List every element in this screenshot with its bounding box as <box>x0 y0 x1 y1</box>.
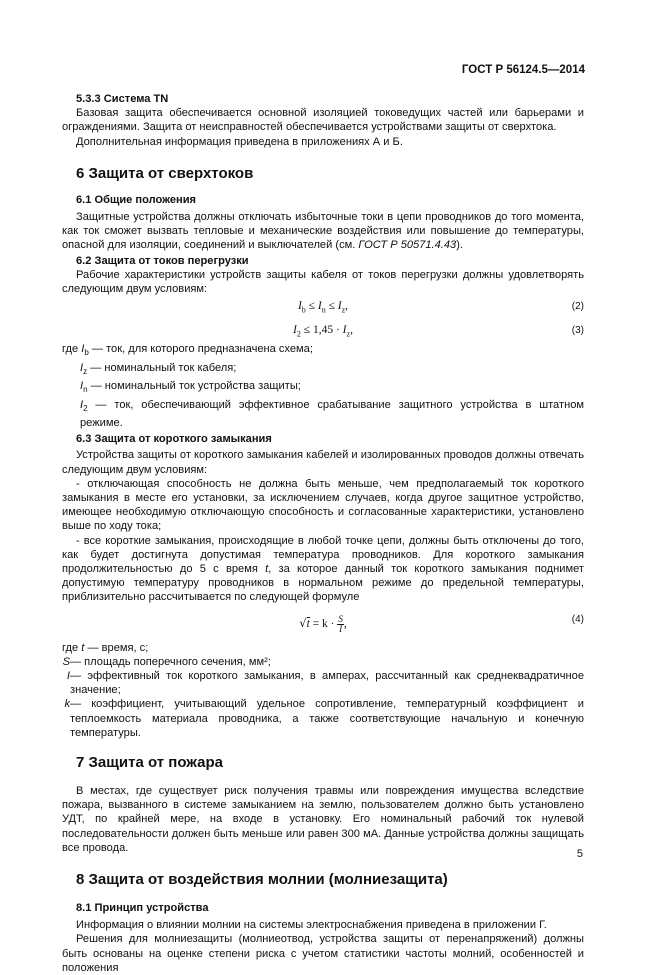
formula-4-lhs: t <box>306 617 310 630</box>
formula-2-number: (2) <box>571 301 584 313</box>
text-span: ). <box>456 239 464 252</box>
formula-3 <box>62 322 584 340</box>
where-item <box>62 697 584 740</box>
where-symbol <box>62 669 70 683</box>
formula-4-number: (4) <box>571 613 584 625</box>
page-number: 5 <box>576 848 583 860</box>
where-item: $I_n$ — номинальный ток устройства защиты; <box>80 380 301 395</box>
document-body <box>62 92 584 975</box>
where-item <box>62 641 584 655</box>
subsection-8-1-title: 8.1 Принцип устройства <box>76 902 209 914</box>
where-item <box>62 655 584 669</box>
section-7-title: 7 Защита от пожара <box>76 753 223 771</box>
where-definition: — эффективный ток короткого замыкания, в амперах, рассчитанный как среднеквадратичное значение; <box>70 669 584 697</box>
subsection-6-2-title: 6.2 Защита от токов перегрузки <box>76 254 249 267</box>
where-definition: — ток, обеспечивающий эффективное срабатывание защитного устройства в штатном режиме. <box>80 398 584 429</box>
where-list-1 <box>62 342 584 430</box>
where-item: где $I_b$ — ток, для которого предназначена схема; <box>62 343 313 358</box>
subsection-6-1-title: 6.1 Общие положения <box>76 193 197 206</box>
where-symbol <box>62 697 70 711</box>
fraction-numerator: S <box>338 613 343 624</box>
where-definition: — площадь поперечного сечения, мм²; <box>70 655 271 668</box>
paragraph: Рабочие характеристики устройств защиты кабеля от токов перегрузки должны удовлетворять следующим двум условиям: <box>62 268 584 296</box>
variable: t <box>265 562 269 575</box>
formula-2 <box>62 298 584 316</box>
subsection-6-3-title: 6.3 Защита от короткого замыкания <box>76 433 272 446</box>
where-definition: — ток, для которого предназначена схема; <box>88 343 313 356</box>
paragraph: Базовая защита обеспечивается основной изоляцией токоведущих частей или барьерами и ограждениями. Защита от неисправностей обеспечивается устройствами защиты от сверхтока. <box>62 107 584 134</box>
list-item: - отключающая способность не должна быть меньше, чем предполагаемый ток короткого замыкания в месте его установки, за исключением случаев, когда другое защитное устройство, имеющее необходимую отключающую способность и согласованные характеристики, установлено выше по ходу тока; <box>62 477 584 533</box>
formula-3-expression: $I_2 \le 1,45 \cdot I_z$, <box>293 324 353 339</box>
text-span: - все короткие замыкания, происходящие в любой точке цепи, должны быть отключены до того, как будет достигнута допустимая температура проводников. Для короткого замыкания продолжительностью до 5 с время <box>62 534 584 575</box>
formula-2-expression: $I_b \le I_n \le I_z$, <box>297 300 349 315</box>
formula-3-number: (3) <box>571 325 584 337</box>
formula-4-operator: = k · <box>309 617 338 630</box>
paragraph: В местах, где существует риск получения травмы или повреждения имущества вследствие пожара, вызванного в системе замыканием на землю, пользователем должно быть установлено УДТ, по крайней мере, на входе в установку. Его номинальный рабочий ток нулевой последовательности должен быть меньше или равен 300 мА. Данные устройства должны защищать все провода. <box>62 784 584 854</box>
standard-header: ГОСТ Р 56124.5—2014 <box>461 64 585 76</box>
list-item <box>62 534 584 605</box>
paragraph: Решения для молниезащиты (молниеотвод, устройства защиты от перенапряжений) должны быть основаны на оценке степени риска с учетом статистики частоты молний, особенностей и положения <box>62 933 584 974</box>
formula-4 <box>62 613 584 637</box>
symbol: I <box>66 669 70 682</box>
where-definition: — номинальный ток кабеля; <box>87 361 237 374</box>
sqrt-symbol: √ <box>299 615 307 630</box>
fraction-denominator: I <box>339 623 343 634</box>
where-definition: — время, с; <box>84 641 149 654</box>
paragraph <box>62 210 584 253</box>
symbol: k <box>64 698 70 711</box>
where-symbol <box>62 655 70 669</box>
where-item: $I_2$ — ток, обеспечивающий эффективное срабатывание защитного устройства в штатном режиме. <box>80 398 584 429</box>
where-definition: — номинальный ток устройства защиты; <box>87 380 301 393</box>
section-8-title: 8 Защита от воздействия молнии (молниезащита) <box>76 871 448 888</box>
where-item <box>62 669 584 697</box>
text-span: , за которое данный ток короткого замыкания поднимет допустимую температуру проводников в нормальном режиме до предельной температуры, приблизительно рассчитывается по следующей формуле <box>62 562 584 604</box>
where-list-2 <box>62 641 584 740</box>
subsection-5-3-3-title: 5.3.3 Система TN <box>76 93 169 105</box>
paragraph: Информация о влиянии молнии на системы электроснабжения приведена в приложении Г. <box>76 919 547 932</box>
symbol: t <box>81 641 85 654</box>
section-6-title: 6 Защита от сверхтоков <box>76 164 254 182</box>
where-definition: — коэффициент, учитывающий удельное сопротивление, температурный коэффициент и теплоемкость материала проводника, а также соответствующие начальную и конечную температуры. <box>70 698 584 739</box>
where-lead: где <box>62 343 79 356</box>
text-span: Защитные устройства должны отключать избыточные токи в цепи проводников до того момента, как ток сможет вызвать тепловые и механические воздействия или повышение до температуры, опасной для изоляции, соединений и выключателей (см. <box>62 211 584 252</box>
formula-4-fraction <box>337 615 344 634</box>
paragraph: Дополнительная информация приведена в приложениях А и Б. <box>76 135 403 148</box>
formula-4-expression: √t = k · $\frac{S}{I}$ , <box>299 613 347 634</box>
where-item: $I_z$ — номинальный ток кабеля; <box>80 361 237 376</box>
standard-reference: ГОСТ Р 50571.4.43 <box>358 239 457 252</box>
symbol: S <box>62 655 70 668</box>
paragraph: Устройства защиты от короткого замыкания кабелей и изолированных проводов должны отвечать следующим двум условиям: <box>62 449 584 476</box>
where-lead: где <box>62 641 79 654</box>
